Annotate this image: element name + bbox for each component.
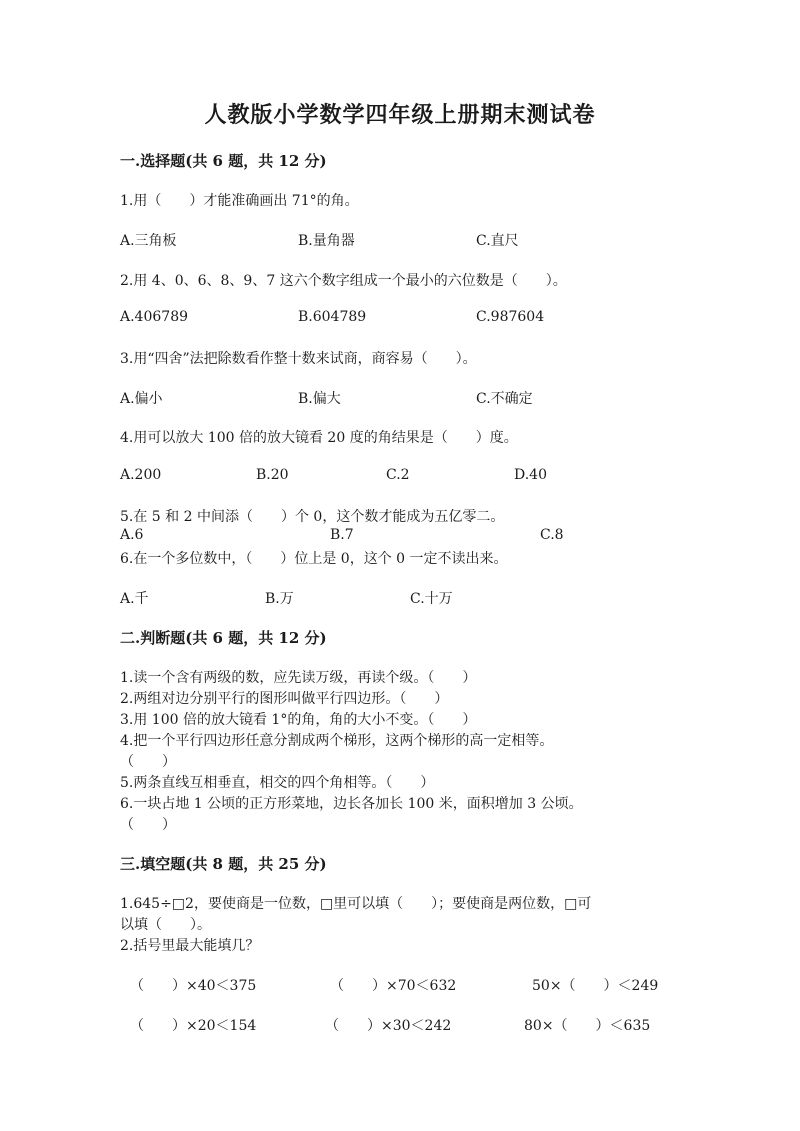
choice-option: B.7 (330, 527, 354, 543)
inequality-item: 50×（ ）＜249 (532, 978, 659, 994)
judge-question: 5.两条直线互相垂直，相交的四个角相等。（ ） (120, 775, 435, 791)
choice-question-5: 5.在 5 和 2 中间添（ ）个 0，这个数才能成为五亿零二。 (120, 509, 505, 525)
choice-question-4: 4.用可以放大 100 倍的放大镜看 20 度的角结果是（ ）度。 (120, 430, 518, 446)
inequality-item: （ ）×70＜632 (330, 978, 457, 994)
inequality-item: （ ）×20＜154 (130, 1018, 257, 1034)
judge-answer-blank: （ ） (120, 754, 176, 770)
fill-question-1-cont: 以填（ ）。 (120, 917, 211, 933)
inequality-item: （ ）×30＜242 (325, 1018, 452, 1034)
fill-question-2: 2.括号里最大能填几？ (120, 938, 260, 954)
judge-answer-blank: （ ） (120, 817, 176, 833)
choice-option: A.千 (120, 591, 149, 607)
choice-question-2: 2.用 4、0、6、8、9、7 这六个数字组成一个最小的六位数是（ ）。 (120, 273, 567, 289)
inequality-item: 80×（ ）＜635 (524, 1018, 651, 1034)
judge-question: 2.两组对边分别平行的图形叫做平行四边形。（ ） (120, 691, 449, 707)
choice-option: C.987604 (476, 309, 545, 325)
choice-option: A.200 (120, 467, 162, 483)
choice-option: C.2 (386, 467, 410, 483)
choice-option: C.直尺 (476, 233, 519, 249)
section-heading-choice: 一.选择题(共 6 题，共 12 分) (120, 152, 327, 170)
judge-question: 4.把一个平行四边形任意分割成两个梯形，这两个梯形的高一定相等。 (120, 733, 554, 749)
page-title: 人教版小学数学四年级上册期末测试卷 (204, 102, 596, 128)
judge-question: 1.读一个含有两级的数，应先读万级，再读个级。（ ） (120, 670, 477, 686)
choice-option: D.40 (514, 467, 547, 483)
judge-question: 6.一块占地 1 公顷的正方形菜地，边长各加长 100 米，面积增加 3 公顷。 (120, 796, 583, 812)
choice-option: C.十万 (410, 591, 453, 607)
choice-option: B.604789 (298, 309, 367, 325)
choice-question-3: 3.用“四舍”法把除数看作整十数来试商，商容易（ ）。 (120, 351, 477, 367)
fill-question-1: 1.645÷□2，要使商是一位数，□里可以填（ ）；要使商是两位数，□可 (120, 896, 592, 912)
choice-option: A.6 (120, 527, 144, 543)
choice-option: C.不确定 (476, 391, 533, 407)
section-heading-judge: 二.判断题(共 6 题，共 12 分) (120, 629, 327, 647)
choice-option: B.万 (265, 591, 294, 607)
choice-option: C.8 (540, 527, 564, 543)
choice-option: A.偏小 (120, 391, 163, 407)
choice-question-6: 6.在一个多位数中，（ ）位上是 0，这个 0 一定不读出来。 (120, 551, 508, 567)
choice-option: B.20 (256, 467, 289, 483)
choice-option: B.量角器 (298, 233, 355, 249)
inequality-item: （ ）×40＜375 (130, 978, 257, 994)
choice-option: B.偏大 (298, 391, 341, 407)
judge-question: 3.用 100 倍的放大镜看 1°的角，角的大小不变。（ ） (120, 712, 477, 728)
choice-option: A.406789 (120, 309, 189, 325)
choice-option: A.三角板 (120, 233, 177, 249)
section-heading-fill: 三.填空题(共 8 题，共 25 分) (120, 855, 327, 873)
choice-question-1: 1.用（ ）才能准确画出 71°的角。 (120, 193, 359, 209)
